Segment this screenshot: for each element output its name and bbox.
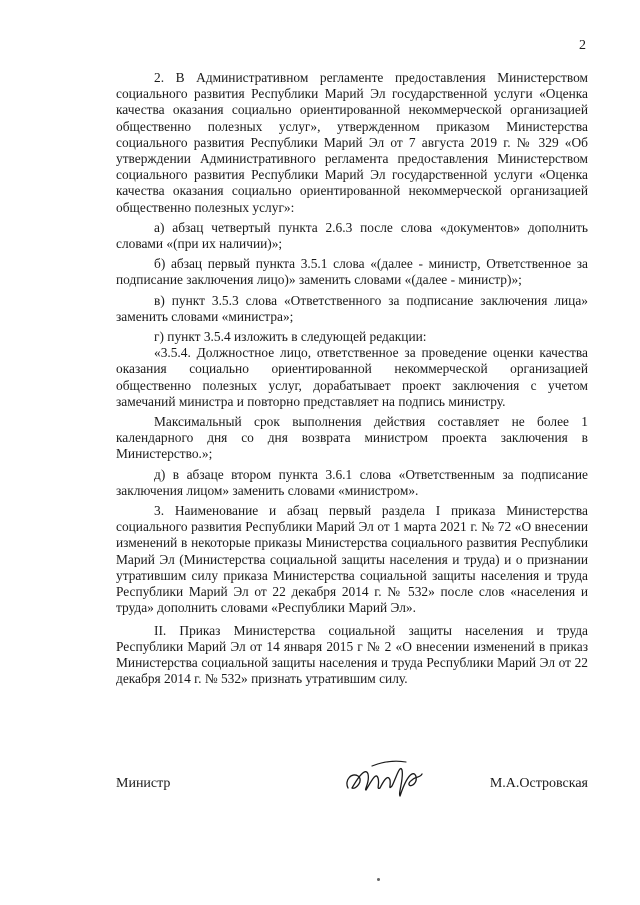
subparagraph-b: б) абзац первый пункта 3.5.1 слова «(далее - министр, Ответственное за подписание заключения лицо)» заменить словами «(далее - министр)»; — [116, 256, 588, 288]
handwritten-signature-icon — [342, 754, 426, 802]
paragraph-section-II: II. Приказ Министерства социальной защиты населения и труда Республики Марий Эл от 14 января 2015 г № 2 «О внесении изменений в приказ Министерства социальной защиты населения и труда Республики Марий Эл от 22 декабря 2014 г. № 532» признать утратившим силу. — [116, 622, 588, 687]
signature-block — [116, 768, 588, 828]
page-number: 2 — [579, 38, 586, 53]
paragraph-item-3: 3. Наименование и абзац первый раздела I приказа Министерства социального развития Республики Марий Эл от 1 марта 2021 г. № 72 «О внесении изменений в некоторые приказы Министерства социального развития Республики Марий Эл (Министерства социальной защиты населения и труда) и о признании утратившим силу приказа Министерства социальной защиты населения и труда Республики Марий Эл от 22 декабря 2014 г. № 532» после слов «населения и труда» дополнить словами «Республики Марий Эл». — [116, 503, 588, 616]
document-body — [116, 70, 588, 687]
paragraph-item-2: 2. В Административном регламенте предоставления Министерством социального развития Республики Марий Эл государственной услуги «Оценка качества оказания социально ориентированной некоммерческой организацией общественно полезных услуг», утвержденном приказом Министерства социального развития Республики Марий Эл от 7 августа 2019 г. № 329 «Об утверждении Административного регламента предоставления Министерством социального развития Республики Марий Эл государственной услуги «Оценка качества оказания социально ориентированной некоммерческой организацией общественно полезных услуг»: — [116, 70, 588, 215]
signatory-title: Министр — [116, 776, 171, 791]
quoted-clause-deadline: Максимальный срок выполнения действия составляет не более 1 календарного дня со дня возврата министром проекта заключения в Министерство.»; — [116, 414, 588, 462]
scan-dot-mark — [377, 878, 380, 881]
subparagraph-a: а) абзац четвертый пункта 2.6.3 после слова «документов» дополнить словами «(при их наличии)»; — [116, 219, 588, 252]
subparagraph-d: д) в абзаце втором пункта 3.6.1 слова «Ответственным за подписание заключения лицом» заменить словами «министром». — [116, 466, 588, 498]
quoted-clause-3-5-4: «3.5.4. Должностное лицо, ответственное за проведение оценки качества оказания социально ориентированной некоммерческой организацией общественно полезных услуг, дорабатывает проект заключения с учетом замечаний министра и повторно представляет на подпись министру. — [116, 345, 588, 409]
subparagraph-g: г) пункт 3.5.4 изложить в следующей редакции: — [154, 329, 427, 345]
signatory-name: М.А.Островская — [489, 776, 588, 791]
subparagraph-v: в) пункт 3.5.3 слова «Ответственного за подписание заключения лица» заменить словами «министра»; — [116, 292, 588, 324]
